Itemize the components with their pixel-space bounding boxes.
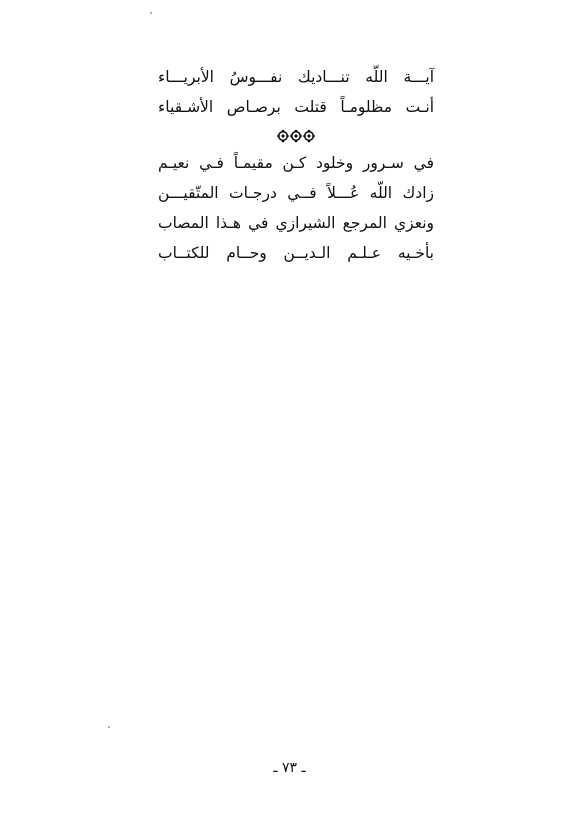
verse-line: آيـــة اللّه تنـــاديك نفـــوسُ الأبريـــاء bbox=[158, 68, 434, 86]
verse-line: بأخـيه عـلـم الـديــن وحــام للكتــاب bbox=[158, 244, 434, 262]
three-flower-ornament-icon bbox=[158, 122, 434, 148]
poem bbox=[158, 62, 434, 268]
verse-line: في سـرور وخلود كـن مقيمـاً فـي نعيـم bbox=[158, 154, 434, 172]
scan-speck bbox=[150, 12, 152, 14]
scan-speck bbox=[108, 726, 110, 728]
page-number: ـ ٧٣ ـ bbox=[273, 760, 306, 776]
verse-line: أنـت مظلومـاً قتلت برصـاص الأشـقياء bbox=[158, 98, 434, 116]
verse-line: ونعزي المرجع الشيرازي في هـذا المصاب bbox=[158, 214, 434, 232]
verse-line: زادك اللّه عُـــلاً فــي درجـات المتّقيـــن bbox=[158, 184, 434, 202]
